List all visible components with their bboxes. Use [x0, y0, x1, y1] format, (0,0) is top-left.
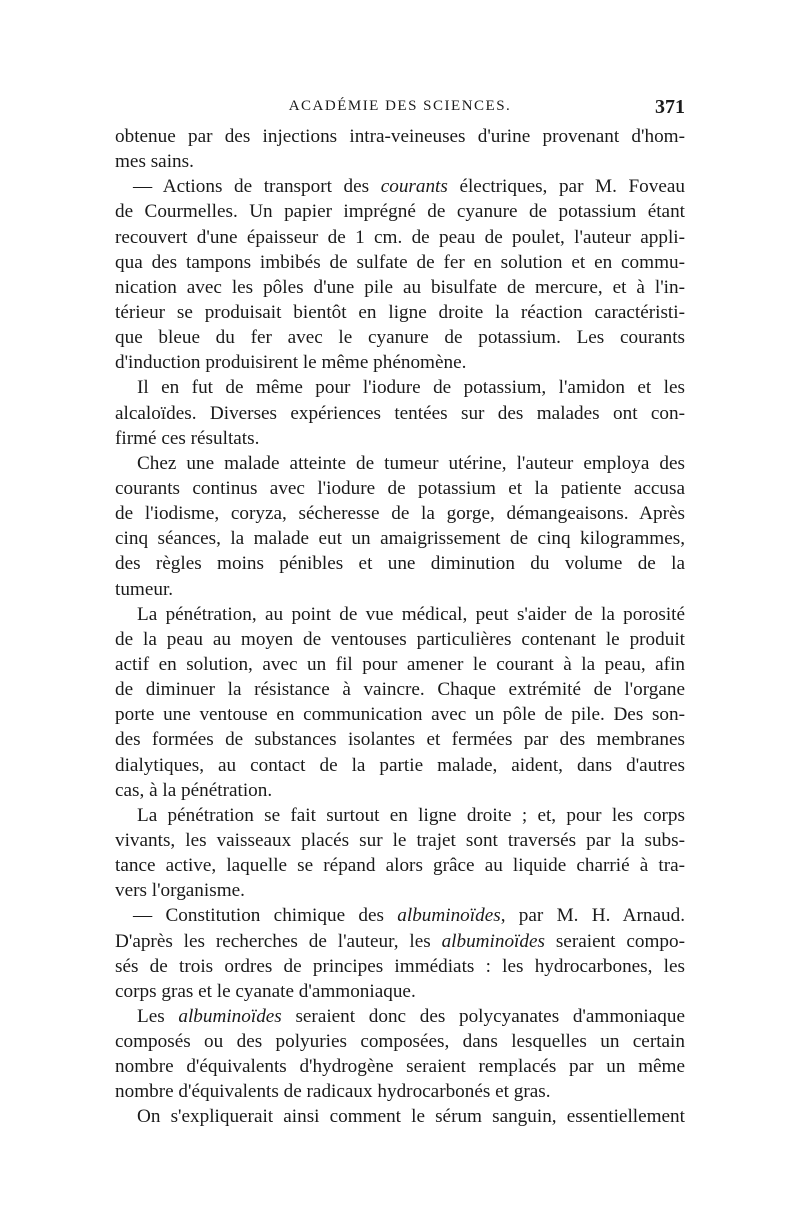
- italic-term: courants: [380, 176, 448, 198]
- page-number: 371: [655, 96, 685, 118]
- text-line: corps gras et le cyanate d'ammoniaque.: [115, 980, 416, 1002]
- text-line: On s'expliquerait ainsi comment le sérum sanguin, essentiellement: [137, 1106, 685, 1128]
- text-line: tance active, laquelle se répand alors grâce au liquide charrié à tra-: [115, 855, 685, 877]
- text-line: nication avec les pôles d'une pile au bisulfate de mercure, et à l'in-: [115, 276, 685, 298]
- text: Les: [137, 1005, 179, 1027]
- page-header: [115, 96, 685, 126]
- text-line: recouvert d'une épaisseur de 1 cm. de peau de poulet, l'auteur appli-: [115, 226, 685, 248]
- section-heading-line: [115, 903, 685, 928]
- text: — Constitution chimique des: [133, 905, 398, 927]
- text-line: Il en fut de même pour l'iodure de potassium, l'amidon et les: [137, 377, 685, 399]
- text-line: de diminuer la résistance à vaincre. Chaque extrémité de l'organe: [115, 679, 685, 701]
- italic-term: albuminoïdes: [397, 905, 501, 927]
- text-line: d'induction produisirent le même phénomène.: [115, 352, 467, 374]
- italic-term: albuminoïdes: [441, 930, 545, 952]
- running-head: ACADÉMIE DES SCIENCES.: [288, 98, 512, 114]
- text: D'après les recherches de l'auteur, les: [115, 930, 442, 952]
- text-line: porte une ventouse en communication avec un pôle de pile. Des son-: [115, 704, 685, 726]
- text-line: tumeur.: [115, 578, 174, 600]
- italic-term: albuminoïdes: [178, 1005, 282, 1027]
- text-line: vivants, les vaisseaux placés sur le trajet sont traversés par la subs-: [115, 829, 685, 851]
- body-text: [115, 124, 685, 1130]
- text-line: mes sains.: [115, 151, 194, 173]
- text-line: La pénétration, au point de vue médical, peut s'aider de la porosité: [137, 603, 685, 625]
- section-heading-line: [115, 174, 685, 199]
- text: , par M. H. Arnaud.: [500, 905, 685, 927]
- text-line: alcaloïdes. Diverses expériences tentées sur des malades ont con-: [115, 402, 685, 424]
- text-line: vers l'organisme.: [115, 880, 245, 902]
- text-line: des formées de substances isolantes et fermées par des membranes: [115, 729, 685, 751]
- text-line: Chez une malade atteinte de tumeur utérine, l'auteur employa des: [137, 452, 685, 474]
- text-line: des règles moins pénibles et une diminution du volume de la: [115, 553, 685, 575]
- text: seraient compo-: [544, 930, 685, 952]
- text-line: courants continus avec l'iodure de potassium et la patiente accusa: [115, 477, 685, 499]
- text-line: de la peau au moyen de ventouses particulières contenant le produit: [115, 628, 685, 650]
- text-line: sés de trois ordres de principes immédiats : les hydrocarbones, les: [115, 955, 685, 977]
- text-line: [115, 1004, 685, 1029]
- text-line: qua des tampons imbibés de sulfate de fer en solution et en commu-: [115, 251, 685, 273]
- text-line: actif en solution, avec un fil pour amener le courant à la peau, afin: [115, 653, 685, 675]
- text-line: La pénétration se fait surtout en ligne droite ; et, pour les corps: [137, 804, 685, 826]
- text-line: térieur se produisait bientôt en ligne droite la réaction caractéristi-: [115, 301, 685, 323]
- text-line: nombre d'équivalents d'hydrogène seraient remplacés par un même: [115, 1056, 685, 1078]
- text-line: obtenue par des injections intra-veineuses d'urine provenant d'hom-: [115, 126, 685, 147]
- text-line: dialytiques, au contact de la partie malade, aident, dans d'autres: [115, 754, 685, 776]
- text-line: cas, à la pénétration.: [115, 779, 273, 801]
- text-line: [115, 929, 685, 954]
- text-line: que bleue du fer avec le cyanure de potassium. Les courants: [115, 327, 685, 349]
- text-line: de l'iodisme, coryza, sécheresse de la gorge, démangeaisons. Après: [115, 503, 685, 525]
- text: électriques, par M. Foveau: [447, 176, 685, 198]
- text-line: firmé ces résultats.: [115, 427, 260, 449]
- text: seraient donc des polycyanates d'ammoniaque: [281, 1005, 685, 1027]
- text-line: nombre d'équivalents de radicaux hydrocarbonés et gras.: [115, 1081, 551, 1103]
- dash: — Actions de transport des: [133, 176, 381, 198]
- text-line: de Courmelles. Un papier imprégné de cyanure de potassium étant: [115, 201, 685, 223]
- text-line: cinq séances, la malade eut un amaigrissement de cinq kilogrammes,: [115, 528, 685, 550]
- text-line: composés ou des polyuries composées, dans lesquelles un certain: [115, 1031, 685, 1053]
